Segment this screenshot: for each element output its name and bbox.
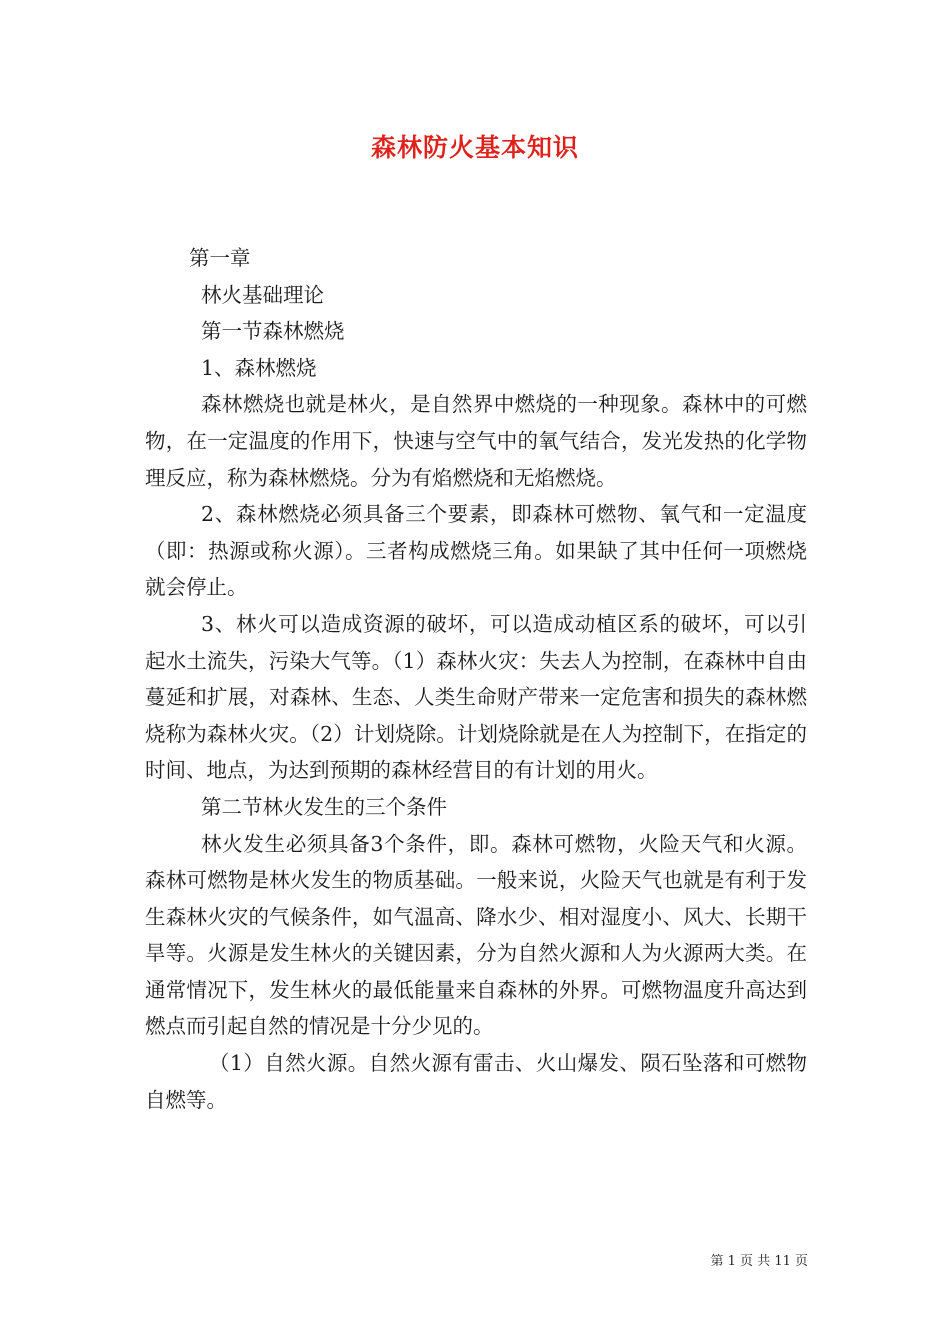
- paragraph: 3、林火可以造成资源的破坏，可以造成动植区系的破坏，可以引起水土流失，污染大气等。（1）森林火灾：失去人为控制，在森林中自由蔓延和扩展，对森林、生态、人类生命财产带来一定危害和损失的森林燃烧称为森林火灾。（2）计划烧除。计划烧除就是在人为控制下，在指定的时间、地点，为达到预期的森林经营目的有计划的用火。: [145, 611, 807, 783]
- document-title: 森林防火基本知识: [370, 133, 579, 162]
- chapter-number: 第一章: [189, 246, 251, 270]
- chapter-title: 林火基础理论: [201, 282, 324, 307]
- page-number-footer: 第 1 页 共 11 页: [710, 1254, 808, 1269]
- section-heading: 第二节林火发生的三个条件: [201, 794, 447, 819]
- paragraph: 林火发生必须具备3个条件，即。森林可燃物，火险天气和火源。森林可燃物是林火发生的物质基础。一般来说，火险天气也就是有利于发生森林火灾的气候条件，如气温高、降水少、相对湿度小、风大、长期干旱等。火源是发生林火的关键因素，分为自然火源和人为火源两大类。在通常情况下，发生林火的最低能量来自森林的外界。可燃物温度升高达到燃点而引起自然的情况是十分少见的。: [145, 831, 807, 1039]
- paragraph: （1）自然火源。自然火源有雷击、火山爆发、陨石坠落和可燃物自燃等。: [145, 1051, 807, 1112]
- section-heading: 第一节森林燃烧: [201, 319, 345, 344]
- document-body: [145, 240, 807, 1118]
- paragraph: 2、森林燃烧必须具备三个要素，即森林可燃物、氧气和一定温度（即：热源或称火源）。三者构成燃烧三角。如果缺了其中任何一项燃烧就会停止。: [145, 502, 807, 600]
- paragraph: 森林燃烧也就是林火，是自然界中燃烧的一种现象。森林中的可燃物，在一定温度的作用下，快速与空气中的氧气结合，发光发热的化学物理反应，称为森林燃烧。分为有焰燃烧和无焰燃烧。: [145, 392, 807, 490]
- item-heading: 1、森林燃烧: [201, 355, 317, 380]
